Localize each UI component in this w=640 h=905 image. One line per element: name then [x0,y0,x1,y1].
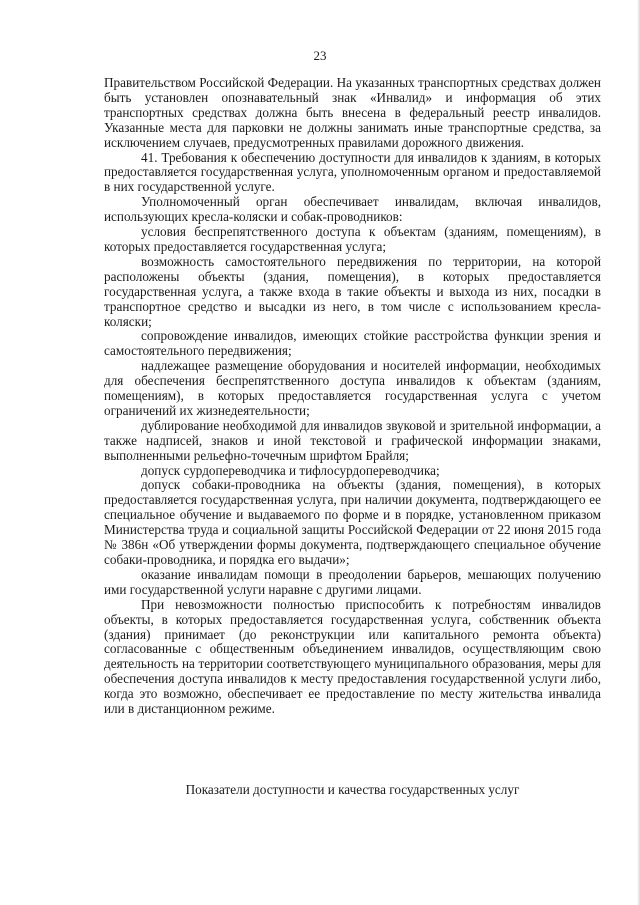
section-heading: Показатели доступности и качества государственных услуг [185,782,520,797]
list-item: сопровождение инвалидов, имеющих стойкие расстройства функции зрения и самостоятельного передвижения; [104,328,601,359]
list-item: оказание инвалидам помощи в преодолении барьеров, мешающих получению ими государственной услуги наравне с другими лицами. [104,566,601,597]
paragraph-accessibility-measures: При невозможности полностью приспособить к потребностям инвалидов объекты, в которых предоставляется государственная услуга, собственник объекта (здания) принимает (до реконструкции или капитального ремонта объекта) согласованные с общественным объединением инвалидов, осуществляющим свою деятельность на территории соответствующего муниципального образования, меры для обеспечения доступа инвалидов к месту предоставления государственной услуги либо, когда это возможно, обеспечивает ее предоставление по месту жительства инвалида или в дистанционном режиме. [104,596,601,717]
list-item: возможность самостоятельного передвижения по территории, на которой расположены объекты (здания, помещения), в которых предоставляется государственная услуга, а также входа в такие объекты и выхода из них, посадки в транспортное средство и высадки из него, в том числе с использованием кресла-коляски; [104,253,601,329]
body-text [104,76,601,717]
list-item: допуск сурдопереводчика и тифлосурдопереводчика; [141,462,440,478]
list-item: условия беспрепятственного доступа к объектам (зданиям, помещениям), в которых предоставляется государственная услуга; [104,224,601,254]
list-item: дублирование необходимой для инвалидов звуковой и зрительной информации, а также надписей, знаков и иной текстовой и графической информации знаками, выполненными рельефно-точечным шрифтом Брайля; [104,417,601,463]
list-item: допуск собаки-проводника на объекты (здания, помещения), в которых предоставляется государственная услуга, при наличии документа, подтверждающего ее специальное обучение и выдаваемого по форме и в порядке, установленном приказом Министерства труда и социальной защиты Российской Федерации от 22 июня 2015 года № 386н «Об утверждении формы документа, подтверждающего специальное обучение собаки-проводника, и порядка его выдачи»; [104,477,601,567]
page-number: 23 [313,48,327,63]
paragraph-41: 41. Требования к обеспечению доступности для инвалидов к зданиям, в которых предоставляется государственная услуга, уполномоченным органом и предоставляемой в них государственной услуге. [104,149,601,195]
paragraph-continuation: Правительством Российской Федерации. На указанных транспортных средствах должен быть установлен опознавательный знак «Инвалид» и информация об этих транспортных средствах должна быть внесена в федеральный реестр инвалидов. Указанные места для парковки не должны занимать иные транспортные средства, за исключением случаев, предусмотренных правилами дорожного движения. [104,75,601,150]
list-item: надлежащее размещение оборудования и носителей информации, необходимых для обеспечения беспрепятственного доступа инвалидов к объектам (зданиям, помещениям), в которых предоставляется государственная услуга с учетом ограничений их жизнедеятельности; [104,358,601,418]
paragraph-intro-list: Уполномоченный орган обеспечивает инвалидам, включая инвалидов, использующих кресла-коляски и собак-проводников: [104,194,601,225]
